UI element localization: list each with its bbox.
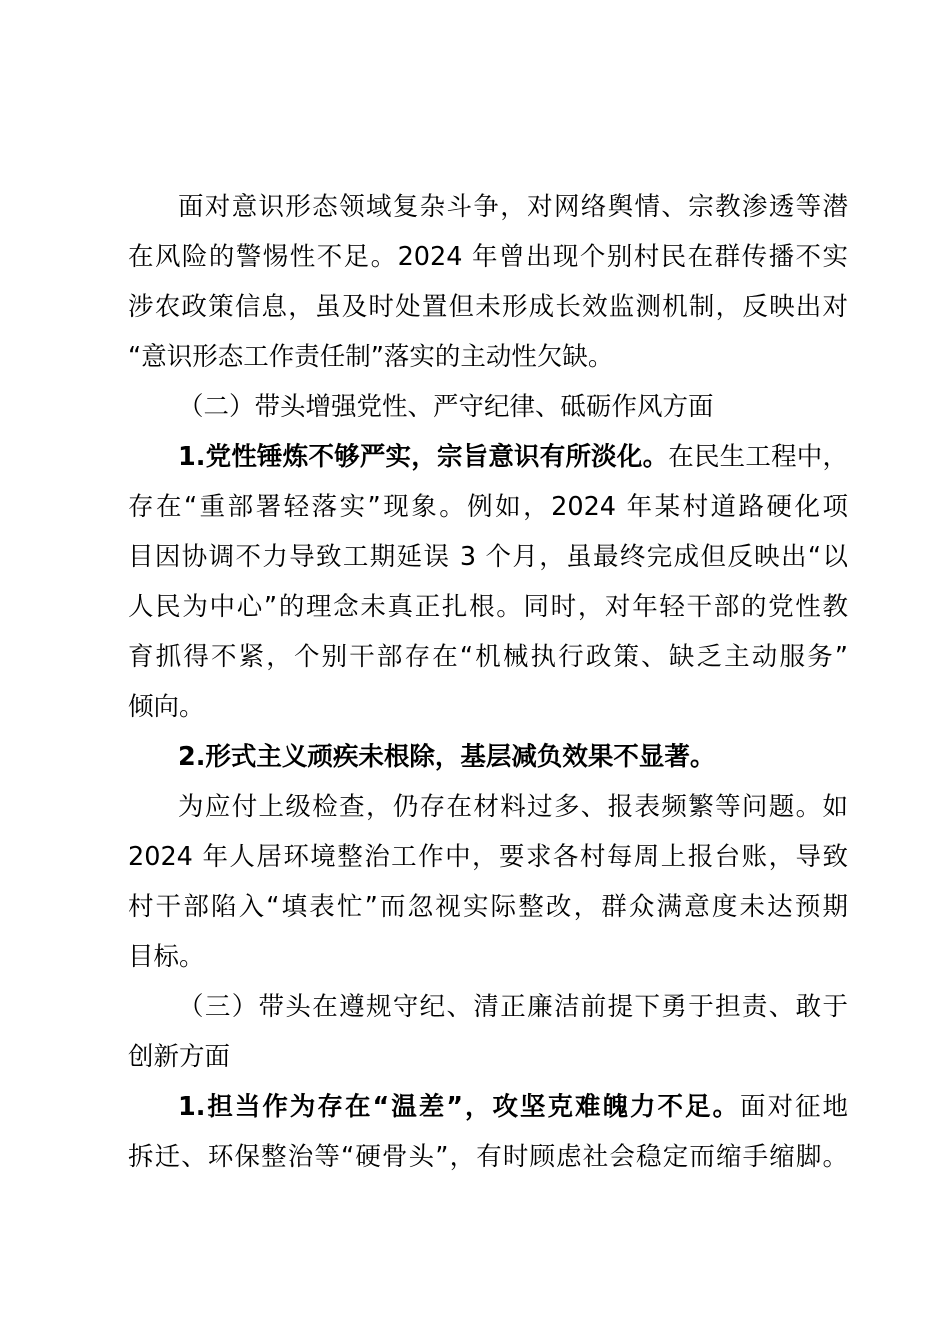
paragraph-1-lead-text: 在民生工程中， (668, 442, 848, 472)
body-text-line: 拆迁、环保整治等“硬骨头”，有时顾虑社会稳定而缩手缩脚。 (128, 1142, 848, 1172)
paragraph-3-lead-text: 面对征地 (739, 1092, 848, 1122)
body-text-line: 育抓得不紧，个别干部存在“机械执行政策、缺乏主动服务” (128, 642, 848, 672)
paragraph-2-bold-text: 2.形式主义顽疾未根除，基层减负效果不显著。 (178, 742, 716, 772)
section-heading-3-continued: 创新方面 (128, 1042, 231, 1072)
paragraph-3-first-line (178, 1082, 848, 1132)
section-heading-3: （三）带头在遵规守纪、清正廉洁前提下勇于担责、敢于 (178, 992, 848, 1022)
body-text-line: 村干部陷入“填表忙”而忽视实际整改，群众满意度未达预期 (128, 892, 848, 922)
body-text-line: 涉农政策信息，虽及时处置但未形成长效监测机制，反映出对 (128, 292, 848, 322)
paragraph-3-bold-heading: 1.担当作为存在“温差”，攻坚克难魄力不足。 (178, 1092, 740, 1122)
body-text-line: 倾向。 (128, 692, 205, 722)
body-text-line: “意识形态工作责任制”落实的主动性欠缺。 (128, 342, 614, 372)
body-text-line: 2024 年人居环境整治工作中，要求各村每周上报台账，导致 (128, 842, 848, 872)
paragraph-1-first-line (178, 432, 848, 482)
body-text-line: 为应付上级检查，仍存在材料过多、报表频繁等问题。如 (178, 792, 848, 822)
body-text-line: 目因协调不力导致工期延误 3 个月，虽最终完成但反映出“以 (128, 542, 848, 572)
body-text-line: 面对意识形态领域复杂斗争，对网络舆情、宗教渗透等潜 (178, 192, 848, 222)
section-heading-2: （二）带头增强党性、严守纪律、砥砺作风方面 (178, 392, 714, 422)
paragraph-2-bold-heading (178, 732, 848, 782)
paragraph-1-bold-heading: 1.党性锤炼不够严实，宗旨意识有所淡化。 (178, 442, 669, 472)
body-text-line: 目标。 (128, 942, 205, 972)
body-text-line: 在风险的警惕性不足。2024 年曾出现个别村民在群传播不实 (128, 242, 848, 272)
body-text-line: 存在“重部署轻落实”现象。例如，2024 年某村道路硬化项 (128, 492, 848, 522)
body-text-line: 人民为中心”的理念未真正扎根。同时，对年轻干部的党性教 (128, 592, 848, 622)
